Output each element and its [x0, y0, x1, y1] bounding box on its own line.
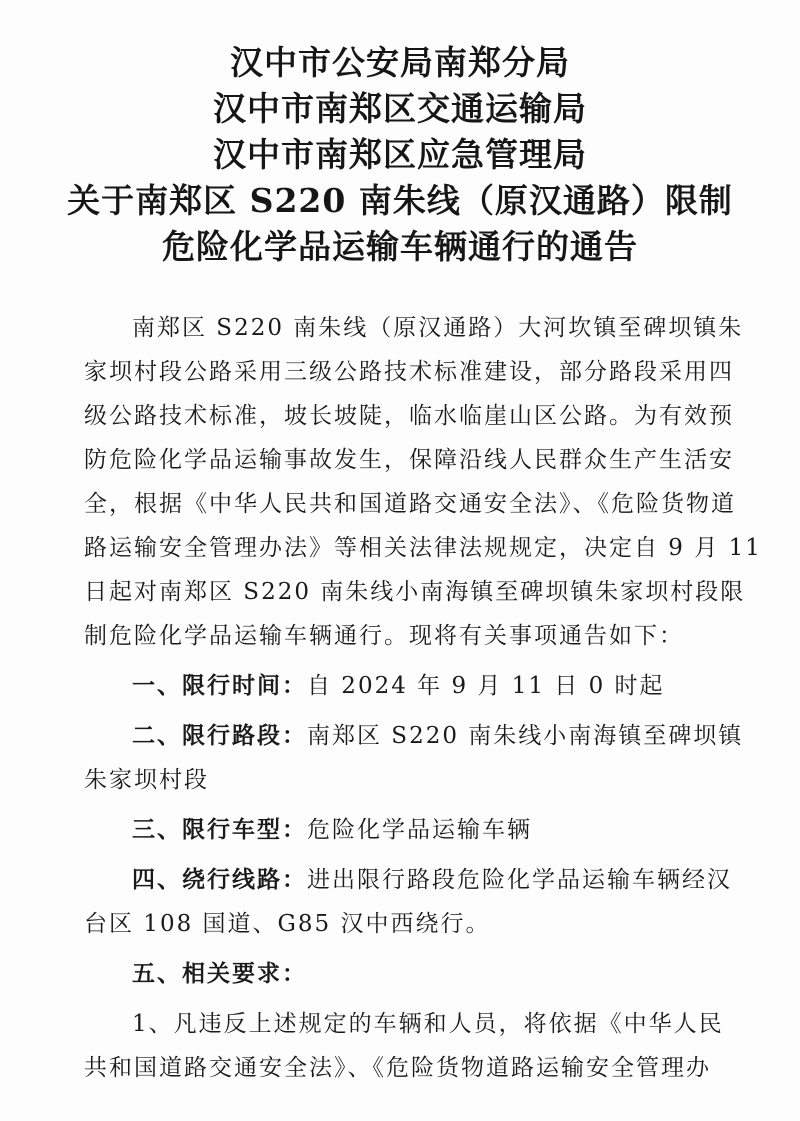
item-time-heading: 一、限行时间：: [132, 672, 307, 699]
intro-line: 全，根据《中华人民共和国道路交通安全法》、《危险货物道: [84, 491, 736, 517]
title-line-transport: 汉中市南郑区交通运输局: [213, 89, 587, 128]
intro-line: 南郑区 S220 南朱线（原汉通路）大河坎镇至碑坝镇朱: [132, 315, 744, 341]
intro-line: 级公路技术标准，坡长坡陡，临水临崖山区公路。为有效预: [84, 403, 734, 429]
notice-body: [84, 306, 762, 1090]
item-vehicle: [84, 808, 724, 852]
item-detour-heading: 四、绕行线路：: [132, 866, 307, 893]
item-road-text: 南郑区 S220 南朱线小南海镇至碑坝镇: [307, 723, 744, 749]
item-road-continued: 朱家坝村段: [84, 767, 209, 793]
intro-line: 防危险化学品运输事故发生，保障沿线人民群众生产生活安: [84, 447, 734, 473]
item-requirements: [84, 952, 724, 996]
item-vehicle-heading: 三、限行车型：: [132, 816, 307, 843]
title-line-subject-2: 危险化学品运输车辆通行的通告: [162, 227, 638, 266]
item-road: [84, 714, 744, 758]
intro-line: 家坝村段公路采用三级公路技术标准建设，部分路段采用四: [84, 359, 734, 385]
item-time: [84, 664, 724, 708]
item-vehicle-text: 危险化学品运输车辆: [307, 817, 532, 843]
intro-line: 制危险化学品运输车辆通行。现将有关事项通告如下：: [84, 623, 684, 649]
intro-line: 路运输安全管理办法》等相关法律法规规定，决定自 9 月 11: [84, 535, 762, 561]
requirement-1-continued: 共和国道路交通安全法》、《危险货物道路运输安全管理办: [84, 1055, 711, 1081]
item-requirements-heading: 五、相关要求：: [132, 960, 307, 987]
title-line-police: 汉中市公安局南郑分局: [230, 43, 570, 82]
requirement-1: 1、凡违反上述规定的车辆和人员，将依据《中华人民: [132, 1011, 724, 1037]
item-detour-text: 进出限行路段危险化学品运输车辆经汉: [307, 867, 732, 893]
notice-title: [0, 40, 800, 270]
item-road-heading: 二、限行路段：: [132, 722, 307, 749]
title-line-emergency: 汉中市南郑区应急管理局: [213, 135, 587, 174]
title-line-subject-1: 关于南郑区 S220 南朱线（原汉通路）限制: [67, 181, 733, 220]
item-detour: [84, 858, 732, 902]
item-detour-continued: 台区 108 国道、G85 汉中西绕行。: [84, 911, 491, 937]
intro-line: 日起对南郑区 S220 南朱线小南海镇至碑坝镇朱家坝村段限: [84, 579, 746, 605]
item-time-text: 自 2024 年 9 月 11 日 0 时起: [307, 673, 665, 699]
